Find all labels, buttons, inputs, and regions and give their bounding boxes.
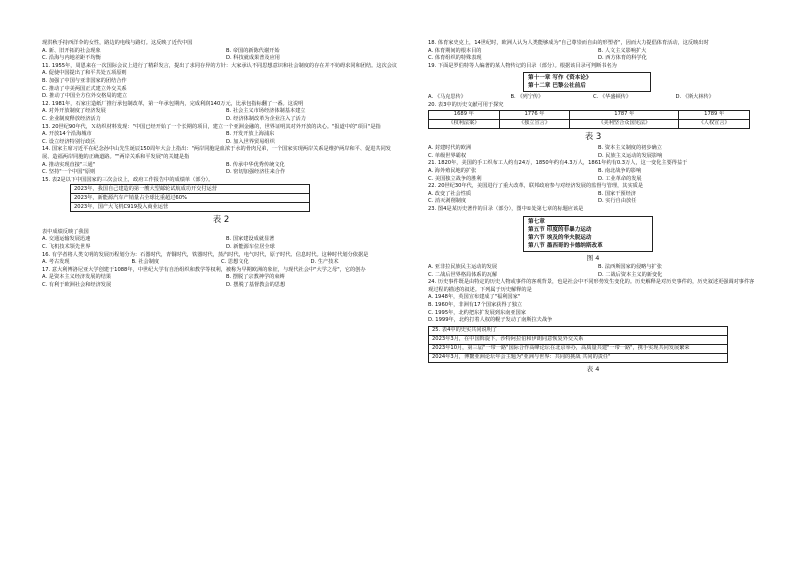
q24-options — [428, 294, 758, 324]
q15-option-b: B. 国家建设成就显著 — [226, 236, 275, 243]
q19-option-c: C. 《华盛顿传》 — [593, 94, 632, 101]
table-2-row — [71, 203, 310, 212]
table-2-cell: 2023年，新能源汽车产销量占全球比重超过60% — [71, 194, 310, 203]
q10-option-c: C. 沿海与内地差距不均衡 — [42, 55, 101, 62]
q23-option-d: D. 二战后资本主义的新变化 — [598, 271, 663, 278]
q10-option-a: A. 新、旧开拓的社会现象 — [42, 47, 101, 54]
table-2-row — [71, 185, 310, 194]
q15-option-d: D. 新能源车位居全球 — [226, 244, 275, 251]
q18-option-d: D. 西方体育的科学化 — [598, 55, 647, 62]
q23-options — [428, 264, 758, 279]
left-column — [42, 40, 400, 290]
q13-option-b: B. 开发开放上海浦东 — [226, 131, 275, 138]
q18-option-b: B. 人文主义影响扩大 — [598, 47, 647, 54]
table-3-caption: 表 3 — [584, 131, 602, 142]
q12-stem: 12. 1981年，石家庄造纸厂推行承包制改革，第一年承包期内，完成利润140万元，比承包指标翻了一番。这说明 — [42, 100, 304, 107]
table-3-row-docs — [429, 119, 750, 128]
q21-options — [428, 168, 758, 183]
fig4-toc-box — [523, 216, 653, 252]
q14-stem: 14. 国家主席习近平在纪念孙中山先生诞辰150周年大会上指出："两岸同胞是血浓于水的骨肉兄弟，一个国家实现两岸关系是维护两岸和平、促进共同发展、造福两岸同胞的正确道路。""两岸关系和平发展"的关键是指 — [42, 146, 391, 160]
q22-option-b: B. 国家干预经济 — [598, 190, 636, 197]
q10-option-b: B. 帝国的新陈代谢开始 — [226, 47, 280, 54]
fig4-section-line: 第五节 印度的非暴力运动 — [528, 226, 592, 233]
table-3-cell: 1789 年 — [679, 110, 750, 119]
q24-option-a: A. 1948年，英国宣布建成了"福利国家" — [428, 294, 521, 301]
q22-stem: 22. 20世纪30年代，美国进行了重大改革，联邦政府参与对经济发展的监督与管理，其实质是 — [428, 183, 644, 190]
q12-option-a: A. 对外开放制度了经济发展 — [42, 108, 106, 115]
fig4-chapter-line — [528, 218, 648, 226]
q16-stem: 16. 有学者将人类文明的发展历程划分为：石器时代，青铜时代，铁器时代，蒸汽时代，电气时代，原子时代、信息时代。这种时代划分依据是 — [42, 251, 369, 258]
q19-stem: 19. 下面是罗伯特等人编著的某人物传记的目录（部分）。根据该目录可判断书名为 — [428, 62, 617, 69]
q24-option-c: C. 1995年，北约把东扩发展到东南亚国家 — [428, 309, 526, 316]
table-4-row — [429, 353, 728, 362]
q21-option-a: A. 海外殖民地的扩张 — [428, 167, 477, 174]
q24-stem: 24. 历史事件既是由特定的历史人物或事件的客观背景，也是社会中不同形势发生变化的。历史解释是对历史事件的，历史叙述更强调对事件客观过程的描述的叙述。下列属于历史解释的是 — [428, 279, 755, 293]
q13-options — [42, 131, 400, 146]
q19-option-d: D. 《斯大林传》 — [675, 94, 714, 101]
q22-option-c: C. 消灭剥削制度 — [428, 198, 467, 205]
q12-options — [42, 108, 400, 123]
q16-options — [42, 259, 400, 267]
q10-option-d: D. 科技就成果普及应用 — [226, 55, 280, 62]
q17-option-c: C. 有利于欧洲社会和经济发展 — [42, 282, 112, 289]
q22-options — [428, 191, 758, 206]
q18-option-c: C. 体育组织的特殊表现 — [428, 55, 482, 62]
q14-options — [42, 162, 400, 177]
q20-options — [428, 145, 758, 160]
q17-option-b: B. 摆脱了宗教神学的束缚 — [226, 274, 285, 281]
q12-option-d: D. 经济体制改革为企业注入了活力 — [226, 115, 306, 122]
q21-option-c: C. 美国独立战争的胜利 — [428, 175, 482, 182]
q10-tail: 现洪秋手持西洋伞的女性，路边的电线与路灯。这反映了近代中国 — [42, 40, 193, 46]
q23-option-c: C. 二战后世界格局体系的瓦解 — [428, 271, 498, 278]
q20-option-c: C. 单级世界霸权 — [428, 152, 467, 159]
q13-option-d: D. 加入世界贸易组织 — [226, 138, 275, 145]
q19-option-a: A. 《马克思传》 — [428, 94, 466, 101]
table-3-cell: 1689 年 — [429, 110, 500, 119]
q23-option-a: A. 亚非拉民族民主运动的发展 — [428, 264, 498, 271]
q18-options — [428, 48, 758, 63]
q17-stem: 17. 意大利博洛尼亚大学创建于1088年，中世纪大学有自治组织和教学等权利，被称为早期欧洲的象征，与现代社会中"大学之母"，它的创办 — [42, 266, 366, 273]
q12-option-b: B. 社会主义市场经济体制基本建立 — [226, 108, 306, 115]
q20-option-b: B. 资本主义制度的初步确立 — [598, 145, 662, 152]
q16-option-c: C. 思想文化 — [221, 259, 249, 266]
q22-option-d: D. 实行自由放任 — [598, 198, 637, 205]
table-3-cell: 《独立宣言》 — [499, 119, 570, 128]
q19-options — [428, 94, 758, 102]
table-3 — [428, 110, 750, 129]
table-4 — [428, 326, 728, 363]
table-3-row-years — [429, 110, 750, 119]
table-4-cell: 2024年3月，博鳌亚洲论坛年会主题为"亚洲与世界：共同的挑战 共同的责任" — [429, 353, 728, 362]
table-4-cell: 2023年3月，在中国斡旋下，沙特阿拉伯和伊朗同意恢复外交关系 — [429, 335, 728, 344]
table-4-row — [429, 335, 728, 344]
q13-stem: 13. 20世纪90年代，Ｘ纺织材料发现："中国已经开始了一个长期的项目，建立一个亚洲金融的，世界证明其对外开放的决心。"报道中的"项目"是指 — [42, 123, 381, 130]
q14-option-c: C. 坚持"一个中国"原则 — [42, 169, 96, 176]
table-3-cell: 1776 年 — [499, 110, 570, 119]
table-3-cell: 《人权宣言》 — [679, 119, 750, 128]
table-3-cell: 《美利坚合众国宪法》 — [570, 119, 679, 128]
fig4-blank — [547, 220, 569, 226]
q11-option-d: D. 推动了中国全方位外交格局的建立 — [42, 93, 128, 100]
table-4-caption: 表 4 — [586, 364, 600, 373]
table-4-cell: 2023年10月，第三届"一带一路"国际合作高峰论坛在北京举办，高质量共建"一带一路"，携手实现共同发展繁荣 — [429, 344, 728, 353]
q25-stem: 25. 表4中的史实共同说明了 — [429, 326, 728, 335]
q15-options — [42, 236, 400, 251]
table-2 — [70, 184, 310, 212]
q15-option-c: C. 飞机技术领先世界 — [42, 244, 91, 251]
q11-option-a: A. 促使中国提出了和平共处五项原则 — [42, 70, 127, 77]
q13-option-c: C. 设立经济特别行政区 — [42, 138, 96, 145]
q23-option-b: B. 法西斯国家的侵略与扩张 — [598, 264, 662, 271]
q20-option-a: A. 封建时代的欧洲 — [428, 145, 472, 152]
q24-option-b: B. 1960年，非洲有17个国家获得了独立 — [428, 302, 523, 309]
table-2-cell: 2023年，国产大飞机C919投入商业运营 — [71, 203, 310, 212]
q14-option-b: B. 传承中华优秀传统文化 — [226, 161, 285, 168]
table-4-title-row — [429, 326, 728, 335]
q20-option-d: D. 民族主义运动的发展影响 — [598, 152, 663, 159]
book-toc-line: 第十二章 巴黎公社前后 — [528, 83, 586, 90]
table-3-cell: 1787 年 — [570, 110, 679, 119]
fig4-section-line: 第六节 埃及的华夫脱运动 — [528, 234, 592, 241]
q12-option-c: C. 企业制度释放经济活力 — [42, 115, 101, 122]
book-toc-box — [523, 72, 651, 92]
q20-stem: 20. 表3中的历史文献可用于探究 — [428, 101, 504, 108]
q16-option-a: A. 考古发现 — [42, 259, 70, 266]
q17-option-d: D. 摆脱了基督教会的思想 — [226, 282, 286, 289]
table-2-row — [71, 194, 310, 203]
q23-stem: 23. 图4是某历史著作的目录（部分），图中①处第七章的标题应该是 — [428, 205, 584, 212]
q21-option-d: D. 工业革命的发展 — [598, 175, 642, 182]
q15-option-a: A. 交通运输发展迅速 — [42, 236, 91, 243]
q11-options — [42, 70, 400, 100]
q22-option-a: A. 改变了社会性质 — [428, 190, 472, 197]
q18-stem: 18. 体育家史克上，14世纪时，欧洲人认为人类能够成为"自己尊崇而自由的形塑者"，因而大力提倡体育活动，这反映出时 — [428, 40, 709, 46]
q21-stem: 21. 1820年，美国的手工织布工人约有24万，1850年约有4.3万人，1861年约有0.3万人，这一变化主要得益于 — [428, 160, 688, 167]
q19-option-b: B. 《列宁传》 — [510, 94, 544, 101]
q17-options — [42, 274, 400, 289]
q14-option-d: D. 密切加强经济往来合作 — [226, 169, 286, 176]
q24-option-d: D. 1999年，北约打着人权的幌子发动了南斯拉夫战争 — [428, 317, 553, 324]
q10-options — [42, 48, 400, 63]
fig4-caption: 图 4 — [586, 253, 600, 262]
q18-option-a: A. 体育期间的根本目的 — [428, 47, 482, 54]
table-4-row — [429, 344, 728, 353]
table-3-cell: 《权利法案》 — [429, 119, 500, 128]
book-toc-line: 第十一章 写作《资本论》 — [528, 75, 592, 82]
q11-stem: 11. 1955年，周恩来在一次国际会议上进行了精彩发言，提出了求同存异的方针：大家承认不同思想意识和社会制度的存在并不妨碍求同和团结。这次会议 — [42, 62, 398, 69]
q11-option-c: C. 推动了中美两国正式建立外交关系 — [42, 85, 127, 92]
table-2-cell: 2023年，我国自己建造的第一艘大型邮轮试航成功开交付运营 — [71, 185, 310, 194]
q13-option-a: A. 开放14个沿海城市 — [42, 131, 92, 138]
q16-option-d: D. 生产技术 — [310, 259, 339, 266]
table-2-caption: 表 2 — [212, 215, 230, 226]
q15-stem: 15. 表2是以下中国国家的三次会议上，政府工作报告中的成绩单（部分）。 — [42, 176, 214, 183]
q21-option-b: B. 南北战争的影响 — [598, 167, 642, 174]
q15-stem-2: 表中成绩反映了我国 — [42, 228, 89, 235]
fig4-section-line: 第八节 墨西哥的卡德纳斯改革 — [528, 242, 603, 249]
right-column — [428, 40, 758, 373]
q14-option-a: A. 推动实现直接"三通" — [42, 161, 96, 168]
q16-option-b: B. 社会制度 — [131, 259, 160, 266]
q11-option-b: B. 加强了中国与亚非国家的团结合作 — [42, 77, 127, 84]
fig4-chapter-prefix: 第七章 — [528, 218, 545, 225]
q17-option-a: A. 是资本主义经济发展的结果 — [42, 274, 112, 281]
